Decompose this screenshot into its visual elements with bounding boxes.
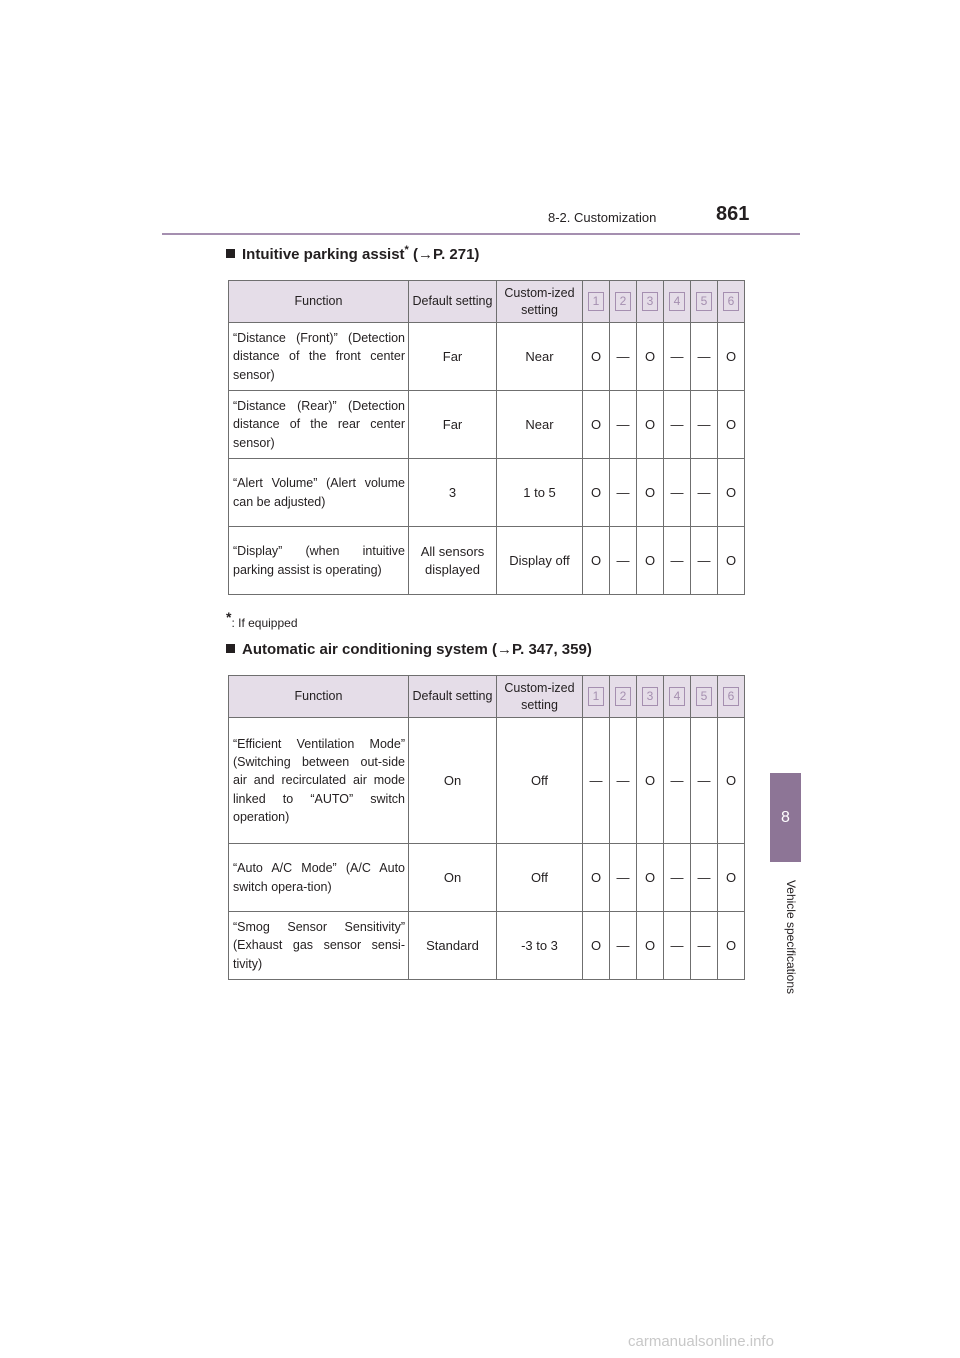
column-header	[583, 281, 610, 323]
mark-cell: —	[583, 718, 610, 844]
mark-cell: —	[610, 527, 637, 595]
mark-cell: —	[610, 323, 637, 391]
heading-asterisk: *	[404, 244, 409, 256]
table-row	[229, 718, 745, 844]
function-cell: “Distance (Front)” (Detection distance of the front center sensor)	[229, 323, 409, 391]
parking-assist-table	[228, 280, 745, 595]
mark-cell: —	[610, 912, 637, 980]
column-header	[610, 281, 637, 323]
column-header	[691, 676, 718, 718]
page-number: 861	[716, 203, 750, 225]
column-header: Default setting	[409, 676, 497, 718]
default-cell: All sensors displayed	[409, 527, 497, 595]
mark-cell: —	[691, 391, 718, 459]
column-header: Function	[229, 676, 409, 718]
mark-cell: O	[718, 391, 745, 459]
mark-cell: O	[637, 718, 664, 844]
default-cell: Far	[409, 323, 497, 391]
section-label: 8-2. Customization	[548, 210, 657, 225]
column-header	[610, 676, 637, 718]
custom-cell: Near	[497, 391, 583, 459]
table-row	[229, 912, 745, 980]
custom-cell: Near	[497, 323, 583, 391]
column-header	[637, 281, 664, 323]
mark-cell: —	[664, 844, 691, 912]
function-cell: “Alert Volume” (Alert volume can be adjusted)	[229, 459, 409, 527]
mark-cell: O	[637, 323, 664, 391]
mark-cell: O	[583, 459, 610, 527]
chapter-label-text: Vehicle specifications	[784, 879, 798, 995]
chapter-tab: 8	[770, 773, 801, 862]
function-cell: “Smog Sensor Sensitivity” (Exhaust gas sensor sensi-tivity)	[229, 912, 409, 980]
column-header	[691, 281, 718, 323]
mark-cell: O	[637, 844, 664, 912]
function-cell: “Display” (when intuitive parking assist is operating)	[229, 527, 409, 595]
mark-cell: O	[718, 459, 745, 527]
column-header	[718, 676, 745, 718]
mark-cell: —	[610, 391, 637, 459]
function-cell: “Auto A/C Mode” (A/C Auto switch opera-tion)	[229, 844, 409, 912]
function-cell: “Distance (Rear)” (Detection distance of the rear center sensor)	[229, 391, 409, 459]
column-number: 4	[669, 687, 685, 706]
custom-cell: Off	[497, 844, 583, 912]
column-header: Custom-ized setting	[497, 676, 583, 718]
function-cell: “Efficient Ventilation Mode” (Switching between out-side air and recirculated air mode linked to “AUTO” switch operation)	[229, 718, 409, 844]
mark-cell: O	[637, 459, 664, 527]
default-cell: Standard	[409, 912, 497, 980]
mark-cell: —	[691, 718, 718, 844]
table-row	[229, 459, 745, 527]
air-conditioning-table	[228, 675, 745, 980]
mark-cell: O	[637, 527, 664, 595]
mark-cell: —	[691, 912, 718, 980]
footnote-text: : If equipped	[231, 616, 298, 630]
column-number: 6	[723, 687, 739, 706]
mark-cell: —	[664, 527, 691, 595]
mark-cell: O	[718, 912, 745, 980]
column-number: 3	[642, 687, 658, 706]
table-header-row	[229, 676, 745, 718]
mark-cell: O	[718, 527, 745, 595]
column-header: Function	[229, 281, 409, 323]
column-header	[664, 676, 691, 718]
column-number: 1	[588, 687, 604, 706]
mark-cell: O	[718, 323, 745, 391]
heading-page-ref[interactable]: (→P. 271)	[413, 246, 480, 263]
column-number: 2	[615, 687, 631, 706]
page-header	[0, 0, 960, 240]
mark-cell: —	[664, 912, 691, 980]
default-cell: Far	[409, 391, 497, 459]
mark-cell: —	[610, 844, 637, 912]
mark-cell: —	[610, 718, 637, 844]
mark-cell: —	[664, 459, 691, 527]
mark-cell: O	[637, 912, 664, 980]
mark-cell: —	[664, 323, 691, 391]
mark-cell: O	[583, 527, 610, 595]
heading-title: Automatic air conditioning system	[242, 641, 488, 658]
column-number: 6	[723, 292, 739, 311]
mark-cell: O	[583, 912, 610, 980]
mark-cell: O	[583, 844, 610, 912]
footnote	[226, 609, 298, 630]
column-number: 2	[615, 292, 631, 311]
square-bullet-icon	[226, 644, 235, 653]
mark-cell: O	[637, 391, 664, 459]
mark-cell: O	[583, 323, 610, 391]
footnote-asterisk: *	[226, 609, 232, 625]
table-row	[229, 391, 745, 459]
column-number: 5	[696, 687, 712, 706]
column-header	[718, 281, 745, 323]
heading-page-ref[interactable]: (→P. 347, 359)	[492, 641, 592, 658]
watermark: carmanualsonline.info	[628, 1333, 774, 1350]
default-cell: On	[409, 718, 497, 844]
column-number: 3	[642, 292, 658, 311]
chapter-label	[777, 870, 797, 1010]
column-number: 4	[669, 292, 685, 311]
section-heading-air-conditioning	[226, 641, 592, 658]
custom-cell: 1 to 5	[497, 459, 583, 527]
custom-cell: Off	[497, 718, 583, 844]
heading-title: Intuitive parking assist	[242, 246, 405, 263]
table-row	[229, 844, 745, 912]
mark-cell: O	[583, 391, 610, 459]
mark-cell: —	[691, 844, 718, 912]
table-row	[229, 323, 745, 391]
column-number: 1	[588, 292, 604, 311]
default-cell: On	[409, 844, 497, 912]
mark-cell: O	[718, 718, 745, 844]
column-header: Default setting	[409, 281, 497, 323]
section-heading-parking	[226, 244, 479, 263]
mark-cell: —	[664, 718, 691, 844]
mark-cell: —	[691, 323, 718, 391]
mark-cell: —	[691, 527, 718, 595]
mark-cell: —	[691, 459, 718, 527]
column-header	[637, 676, 664, 718]
mark-cell: —	[664, 391, 691, 459]
custom-cell: -3 to 3	[497, 912, 583, 980]
column-header: Custom-ized setting	[497, 281, 583, 323]
column-header	[583, 676, 610, 718]
table-header-row	[229, 281, 745, 323]
header-rule	[162, 233, 800, 235]
table-row	[229, 527, 745, 595]
mark-cell: O	[718, 844, 745, 912]
column-header	[664, 281, 691, 323]
column-number: 5	[696, 292, 712, 311]
custom-cell: Display off	[497, 527, 583, 595]
default-cell: 3	[409, 459, 497, 527]
square-bullet-icon	[226, 249, 235, 258]
mark-cell: —	[610, 459, 637, 527]
